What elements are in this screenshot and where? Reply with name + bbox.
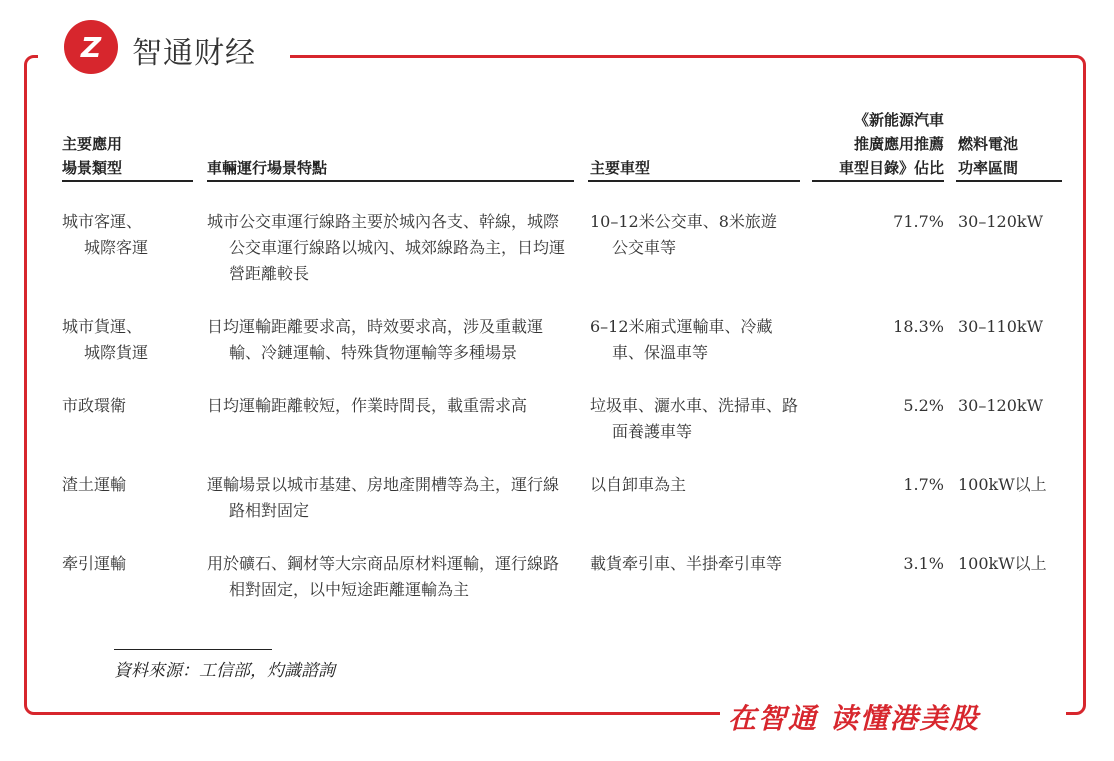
table-row-scene: 城市客運、 城際客運 [62,212,149,257]
table-row-features: 日均運輸距離較短，作業時間長，載重需求高 [207,396,528,415]
header-rule [812,180,944,182]
table-row-share: 18.3% [893,317,944,336]
header-rule [956,180,1062,182]
table-row-features: 日均運輸距離要求高，時效要求高，涉及重載運 輸、冷鏈運輸、特殊貨物運輸等多種場景 [207,317,544,362]
header-vehicle-model: 主要車型 [590,159,651,177]
header-features: 車輛運行場景特點 [207,159,328,177]
table-row-scene: 牽引運輸 [62,554,127,573]
source-rule [114,649,272,650]
table-row-power: 100kW以上 [958,554,1047,573]
brand-slogan: 在智通 读懂港美股 [728,702,980,735]
table-row-features: 城市公交車運行線路主要於城內各支、幹線，城際 公交車運行線路以城內、城郊線路為主，日均運 營距離較長 [207,212,566,283]
header-share: 《新能源汽車 推廣應用推薦 車型目錄》佔比 [838,111,944,177]
table-row-scene: 渣土運輸 [62,475,127,494]
brand-logo-icon: Z [64,20,118,74]
table-row-scene: 市政環衛 [62,396,127,415]
header-power-range: 燃料電池 功率區間 [958,135,1019,177]
table-row-share: 5.2% [903,396,944,415]
table-row-vehicles: 垃圾車、灑水車、洗掃車、路 面養護車等 [590,396,799,441]
header-rule [62,180,193,182]
table-row-vehicles: 6–12米廂式運輸車、冷藏 車、保溫車等 [590,317,773,362]
table-row-features: 用於礦石、鋼材等大宗商品原材料運輸，運行線路 相對固定，以中短途距離運輸為主 [207,554,560,599]
table-row-scene: 城市貨運、 城際貨運 [62,317,149,362]
table-row-share: 3.1% [903,554,944,573]
header-rule [588,180,800,182]
table-row-vehicles: 載貨牽引車、半掛牽引車等 [590,554,783,573]
brand-name: 智通财经 [132,36,256,71]
table-row-share: 1.7% [903,475,944,494]
header-scene-type: 主要應用 場景類型 [62,135,123,177]
table-row-vehicles: 以自卸車為主 [590,475,687,494]
header-rule [207,180,574,182]
source-note: 資料來源：工信部，灼識諮詢 [114,661,335,681]
table-row-power: 100kW以上 [958,475,1047,494]
table-row-power: 30–120kW [958,212,1044,231]
table-row-share: 71.7% [893,212,944,231]
table-row-power: 30–110kW [958,317,1044,336]
table-row-power: 30–120kW [958,396,1044,415]
table-row-vehicles: 10–12米公交車、8米旅遊 公交車等 [590,212,777,257]
table-row-features: 運輸場景以城市基建、房地產開槽等為主，運行線 路相對固定 [207,475,560,520]
